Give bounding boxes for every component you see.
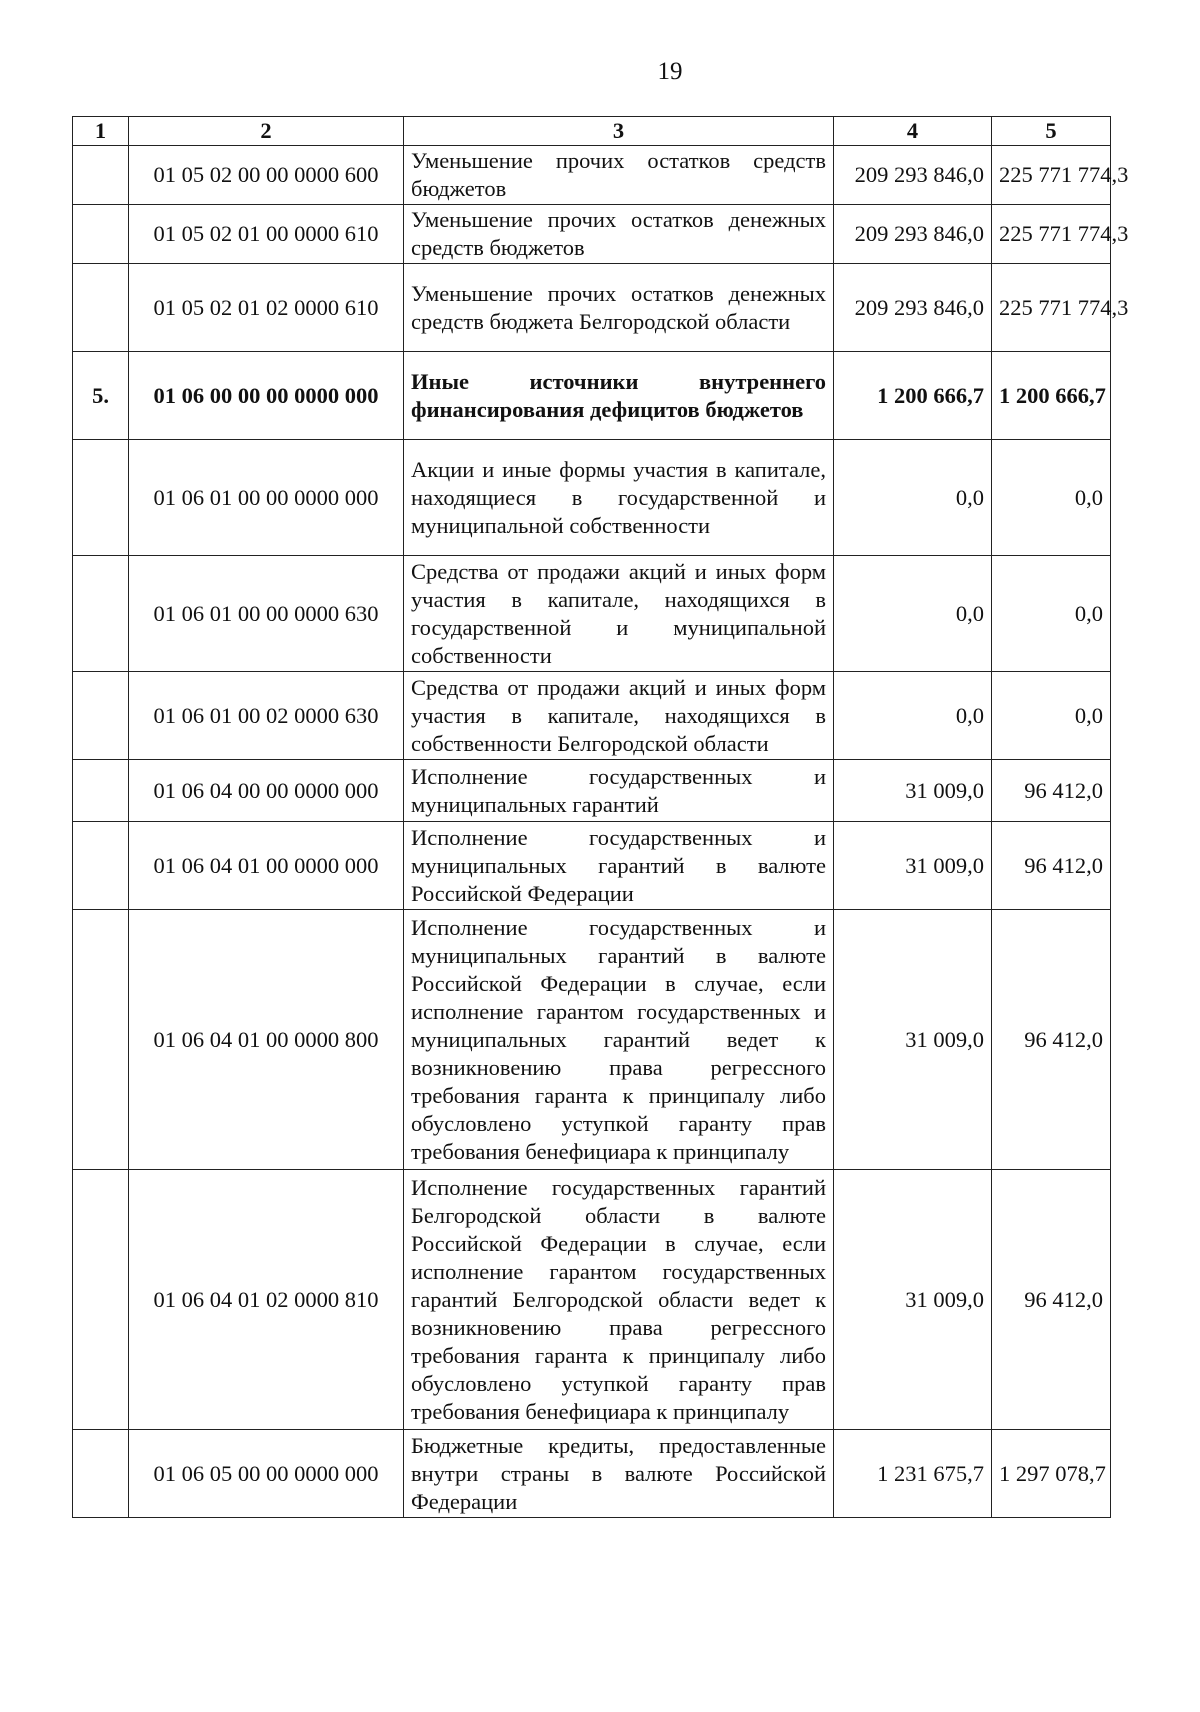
table-row [73,1170,1111,1430]
value-column-5: 1 200 666,7 [992,352,1111,440]
source-name: Уменьшение прочих остатков денежных средств бюджетов [404,205,834,264]
source-name: Бюджетные кредиты, предоставленные внутри страны в валюте Российской Федерации [404,1430,834,1518]
source-name: Иные источники внутреннего финансирования дефицитов бюджетов [404,352,834,440]
budget-code: 01 06 04 01 00 0000 800 [129,910,404,1170]
value-column-4: 0,0 [834,556,992,672]
value-column-4: 31 009,0 [834,822,992,910]
row-number [73,760,129,822]
budget-code: 01 06 00 00 00 0000 000 [129,352,404,440]
page-number: 19 [657,58,683,85]
value-column-5: 0,0 [992,556,1111,672]
table-row [73,760,1111,822]
value-column-5: 225 771 774,3 [992,205,1111,264]
value-column-4: 31 009,0 [834,760,992,822]
value-column-5: 96 412,0 [992,1170,1111,1430]
value-column-5: 96 412,0 [992,760,1111,822]
table-row-section-total [73,352,1111,440]
source-name: Уменьшение прочих остатков денежных средств бюджета Белгородской области [404,264,834,352]
budget-code: 01 06 04 01 00 0000 000 [129,822,404,910]
table-row [73,205,1111,264]
budget-code: 01 06 04 01 02 0000 810 [129,1170,404,1430]
value-column-4: 31 009,0 [834,910,992,1170]
value-column-4: 209 293 846,0 [834,146,992,205]
source-name: Акции и иные формы участия в капитале, находящиеся в государственной и муниципальной собственности [404,440,834,556]
value-column-4: 209 293 846,0 [834,205,992,264]
table-row [73,264,1111,352]
value-column-5: 225 771 774,3 [992,146,1111,205]
row-number [73,556,129,672]
value-column-4: 31 009,0 [834,1170,992,1430]
value-column-5: 96 412,0 [992,822,1111,910]
value-column-5: 225 771 774,3 [992,264,1111,352]
value-column-5: 0,0 [992,440,1111,556]
value-column-4: 1 200 666,7 [834,352,992,440]
budget-code: 01 05 02 01 00 0000 610 [129,205,404,264]
row-number [73,264,129,352]
source-name: Средства от продажи акций и иных форм участия в капитале, находящихся в государственной и муниципальной собственности [404,556,834,672]
column-header-2: 2 [129,117,404,146]
value-column-5: 1 297 078,7 [992,1430,1111,1518]
row-number [73,146,129,205]
source-name: Уменьшение прочих остатков средств бюджетов [404,146,834,205]
source-name: Исполнение государственных и муниципальных гарантий [404,760,834,822]
table-row [73,910,1111,1170]
budget-code: 01 06 04 00 00 0000 000 [129,760,404,822]
column-header-1: 1 [73,117,129,146]
source-name: Средства от продажи акций и иных форм участия в капитале, находящихся в собственности Белгородской области [404,672,834,760]
budget-code: 01 05 02 01 02 0000 610 [129,264,404,352]
source-name: Исполнение государственных и муниципальных гарантий в валюте Российской Федерации в случае, если исполнение гарантом государственных и муниципальных гарантий ведет к возникновению права регрессного требования гаранта к принципалу либо обусловлено уступкой гаранту прав требования бенефициара к принципалу [404,910,834,1170]
table-header-row [73,117,1111,146]
row-number [73,205,129,264]
budget-code: 01 06 01 00 02 0000 630 [129,672,404,760]
row-number [73,910,129,1170]
table-row [73,556,1111,672]
budget-code: 01 06 01 00 00 0000 000 [129,440,404,556]
table-row [73,822,1111,910]
value-column-4: 0,0 [834,672,992,760]
row-number [73,1430,129,1518]
source-name: Исполнение государственных и муниципальных гарантий в валюте Российской Федерации [404,822,834,910]
value-column-4: 0,0 [834,440,992,556]
value-column-5: 0,0 [992,672,1111,760]
table-row [73,146,1111,205]
row-number [73,672,129,760]
table-row [73,440,1111,556]
budget-code: 01 05 02 00 00 0000 600 [129,146,404,205]
budget-code: 01 06 01 00 00 0000 630 [129,556,404,672]
row-number [73,822,129,910]
value-column-5: 96 412,0 [992,910,1111,1170]
table-row [73,672,1111,760]
row-number [73,1170,129,1430]
value-column-4: 1 231 675,7 [834,1430,992,1518]
row-number: 5. [73,352,129,440]
column-header-5: 5 [992,117,1111,146]
budget-sources-table [72,116,1129,1518]
value-column-4: 209 293 846,0 [834,264,992,352]
table-row [73,1430,1111,1518]
row-number [73,440,129,556]
column-header-3: 3 [404,117,834,146]
source-name: Исполнение государственных гарантий Белгородской области в валюте Российской Федерации в случае, если исполнение гарантом государственных гарантий Белгородской области ведет к возникновению права регрессного требования гаранта к принципалу либо обусловлено уступкой гаранту прав требования бенефициара к принципалу [404,1170,834,1430]
budget-code: 01 06 05 00 00 0000 000 [129,1430,404,1518]
column-header-4: 4 [834,117,992,146]
